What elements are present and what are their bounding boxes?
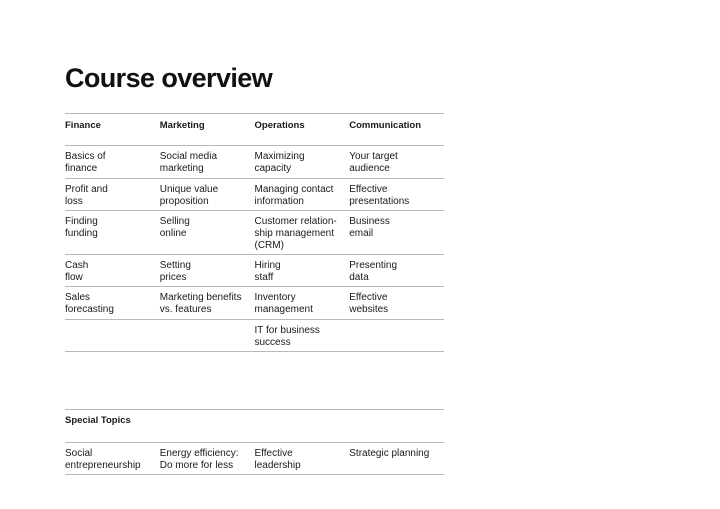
column-header-operations: Operations xyxy=(254,120,305,131)
course-cell: Profit and loss xyxy=(65,184,108,207)
course-cell: Unique value proposition xyxy=(159,184,219,207)
table-row xyxy=(65,287,444,320)
special-topics-heading: Special Topics xyxy=(65,415,131,426)
special-topics-table xyxy=(65,409,444,475)
course-cell: Maximizing capacity xyxy=(254,151,305,174)
special-topic-cell: Energy efficiency: Do more for less xyxy=(159,448,239,471)
table-row xyxy=(65,443,444,475)
course-cell: Customer relation- ship management (CRM) xyxy=(254,216,337,251)
course-cell xyxy=(160,325,255,351)
column-header-marketing: Marketing xyxy=(159,120,205,131)
course-cell xyxy=(349,325,444,351)
column-header-communication: Communication xyxy=(349,120,422,131)
course-cell: Inventory management xyxy=(254,292,313,315)
course-cell: Managing contact information xyxy=(254,184,334,207)
course-cell: Effective websites xyxy=(349,292,389,315)
course-cell: Presenting data xyxy=(349,260,398,283)
course-cell: Hiring staff xyxy=(254,260,281,283)
course-cell: Sales forecasting xyxy=(65,292,114,315)
table-row xyxy=(65,179,444,211)
course-cell: Basics of finance xyxy=(65,151,106,174)
special-topics-header xyxy=(65,410,444,443)
special-topic-cell: Social entrepreneurship xyxy=(65,448,141,471)
course-cell: Your target audience xyxy=(349,151,398,174)
special-topic-cell: Strategic planning xyxy=(349,448,430,459)
course-cell xyxy=(65,325,160,351)
page-title: Course overview xyxy=(65,63,273,93)
course-cell: Selling online xyxy=(159,216,190,239)
course-cell: Marketing benefits vs. features xyxy=(159,292,242,315)
course-cell: IT for business success xyxy=(254,325,320,348)
course-cell: Business email xyxy=(349,216,390,239)
course-cell: Cash flow xyxy=(65,260,89,283)
table-row xyxy=(65,320,444,352)
course-cell: Social media marketing xyxy=(159,151,218,174)
course-table-header xyxy=(65,114,444,146)
course-cell: Setting prices xyxy=(159,260,191,283)
table-row xyxy=(65,211,444,255)
course-table xyxy=(65,113,444,352)
course-cell: Finding funding xyxy=(65,216,98,239)
table-row xyxy=(65,146,444,179)
column-header-finance: Finance xyxy=(65,120,101,131)
table-row xyxy=(65,255,444,287)
special-topic-cell: Effective leadership xyxy=(254,448,301,471)
course-cell: Effective presentations xyxy=(349,184,410,207)
